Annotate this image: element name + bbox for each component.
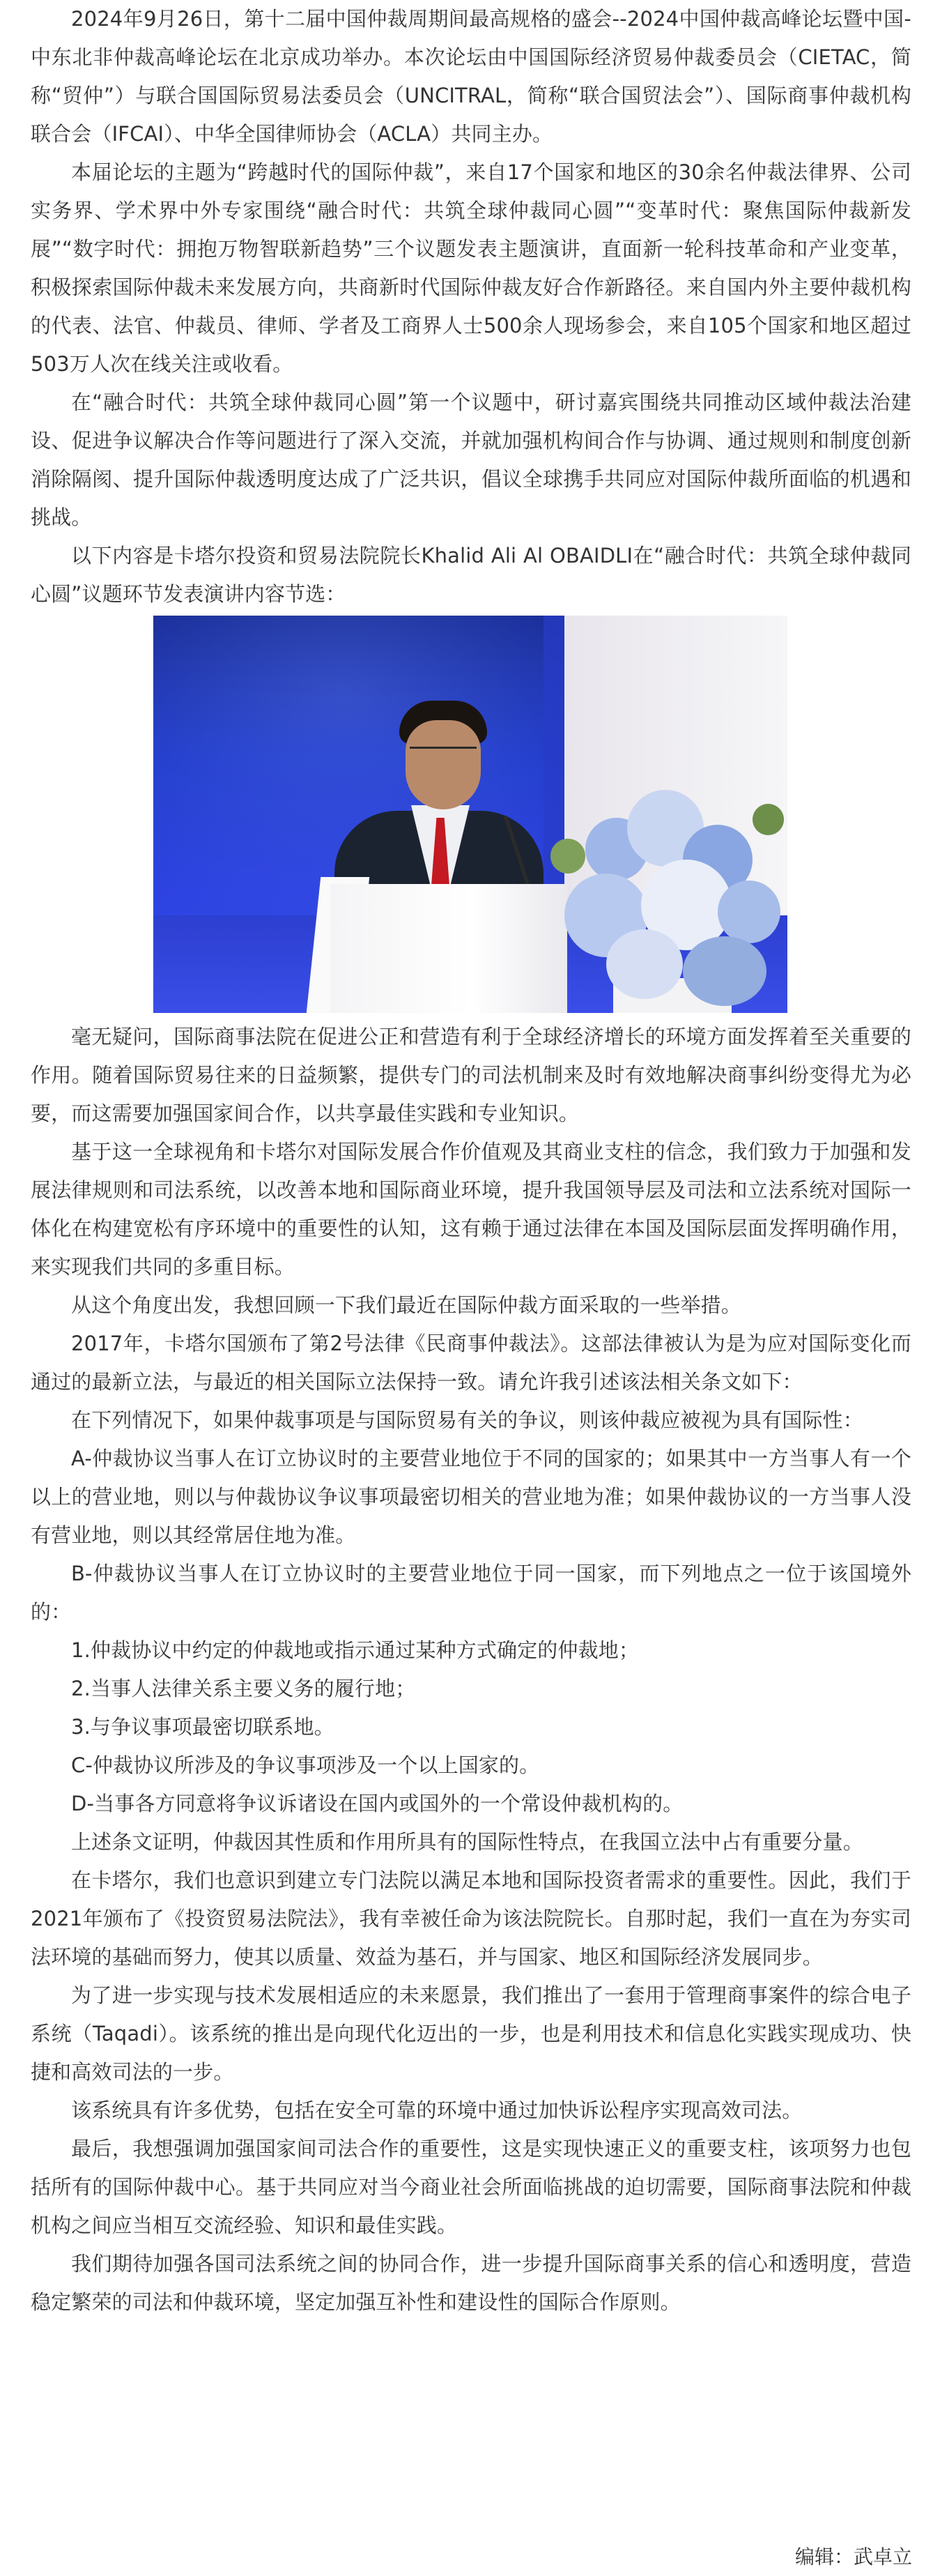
paragraph: 毫无疑问，国际商事法院在促进公正和营造有利于全球经济增长的环境方面发挥着至关重要的作用。随着国际贸易往来的日益频繁，提供专门的司法机制来及时有效地解决商事纠纷变得尤为必要，而这需要加强国家间合作，以共享最佳实践和专业知识。 — [31, 1025, 911, 1125]
article-body — [31, 0, 911, 2322]
paragraph: C-仲裁协议所涉及的争议事项涉及一个以上国家的。 — [71, 1753, 540, 1777]
paragraph: D-当事各方同意将争议诉诸设在国内或国外的一个常设仲裁机构的。 — [71, 1792, 684, 1815]
editor-credit: 编辑：武卓立 — [794, 2545, 912, 2568]
paragraph: 我们期待加强各国司法系统之间的协同合作，进一步提升国际商事关系的信心和透明度，营造稳定繁荣的司法和仲裁环境，坚定加强互补性和建设性的国际合作原则。 — [31, 2252, 911, 2314]
paragraph: 上述条文证明，仲裁因其性质和作用所具有的国际性特点，在我国立法中占有重要分量。 — [71, 1830, 863, 1854]
paragraph: 为了进一步实现与技术发展相适应的未来愿景，我们推出了一套用于管理商事案件的综合电子系统（Taqadi）。该系统的推出是向现代化迈出的一步，也是利用技术和信息化实践实现成功、快捷和高效司法的一步。 — [31, 1983, 911, 2084]
paragraph: 1.仲裁协议中约定的仲裁地或指示通过某种方式确定的仲裁地； — [71, 1638, 640, 1662]
paragraph: 2.当事人法律关系主要义务的履行地； — [71, 1677, 416, 1700]
paragraph: 2024年9月26日，第十二届中国仲裁周期间最高规格的盛会--2024中国仲裁高峰论坛暨中国-中东北非仲裁高峰论坛在北京成功举办。本次论坛由中国国际经济贸易仲裁委员会（CIETAC，简称“贸仲”）与联合国国际贸易法委员会（UNCITRAL，简称“联合国贸法会”）、国际商事仲裁机构联合会（IFCAI）、中华全国律师协会（ACLA）共同主办。 — [31, 7, 911, 146]
paragraph: 在“融合时代：共筑全球仲裁同心圆”第一个议题中，研讨嘉宾围绕共同推动区域仲裁法治建设、促进争议解决合作等问题进行了深入交流，并就加强机构间合作与协调、通过规则和制度创新消除隔阂、提升国际仲裁透明度达成了广泛共识，倡议全球携手共同应对国际仲裁所面临的机遇和挑战。 — [31, 390, 911, 529]
paragraph: 3.与争议事项最密切联系地。 — [71, 1715, 334, 1739]
paragraph: 最后，我想强调加强国家间司法合作的重要性，这是实现快速正义的重要支柱，该项努力也包括所有的国际仲裁中心。基于共同应对当今商业社会所面临挑战的迫切需要，国际商事法院和仲裁机构之间应当相互交流经验、知识和最佳实践。 — [31, 2137, 911, 2237]
speaker-photo-container — [31, 616, 911, 1013]
paragraph: B-仲裁协议当事人在订立协议时的主要营业地位于同一国家，而下列地点之一位于该国境外的： — [31, 1562, 911, 1624]
paragraph: 在下列情况下，如果仲裁事项是与国际贸易有关的争议，则该仲裁应被视为具有国际性： — [71, 1408, 863, 1432]
paragraph: 以下内容是卡塔尔投资和贸易法院院长Khalid Ali Al OBAIDLI在“融合时代：共筑全球仲裁同心圆”议题环节发表演讲内容节选： — [31, 544, 911, 606]
paragraph: 在卡塔尔，我们也意识到建立专门法院以满足本地和国际投资者需求的重要性。因此，我们于2021年颁布了《投资贸易法院法》，我有幸被任命为该法院院长。自那时起，我们一直在为夯实司法环境的基础而努力，使其以质量、效益为基石，并与国家、地区和国际经济发展同步。 — [31, 1868, 911, 1969]
paragraph: 本届论坛的主题为“跨越时代的国际仲裁”，来自17个国家和地区的30余名仲裁法律界、公司实务界、学术界中外专家围绕“融合时代：共筑全球仲裁同心圆”“变革时代：聚焦国际仲裁新发展”“数字时代：拥抱万物智联新趋势”三个议题发表主题演讲，直面新一轮科技革命和产业变革，积极探索国际仲裁未来发展方向，共商新时代国际仲裁友好合作新路径。来自国内外主要仲裁机构的代表、法官、仲裁员、律师、学者及工商界人士500余人现场参会，来自105个国家和地区超过503万人次在线关注或收看。 — [31, 160, 911, 376]
paragraph: 该系统具有许多优势，包括在安全可靠的环境中通过加快诉讼程序实现高效司法。 — [71, 2098, 803, 2122]
speaker-photo[interactable] — [153, 616, 787, 1013]
paragraph: 基于这一全球视角和卡塔尔对国际发展合作价值观及其商业支柱的信念，我们致力于加强和发展法律规则和司法系统，以改善本地和国际商业环境，提升我国领导层及司法和立法系统对国际一体化在构建宽松有序环境中的重要性的认知，这有赖于通过法律在本国及国际层面发挥明确作用，来实现我们共同的多重目标。 — [31, 1140, 911, 1279]
paragraph: 2017年，卡塔尔国颁布了第2号法律《民商事仲裁法》。这部法律被认为是为应对国际变化而通过的最新立法，与最近的相关国际立法保持一致。请允许我引述该法相关条文如下： — [31, 1332, 911, 1394]
paragraph: 从这个角度出发，我想回顾一下我们最近在国际仲裁方面采取的一些举措。 — [71, 1293, 741, 1317]
paragraph: A-仲裁协议当事人在订立协议时的主要营业地位于不同的国家的；如果其中一方当事人有一个以上的营业地，则以与仲裁协议争议事项最密切相关的营业地为准；如果仲裁协议的一方当事人没有营业地，则以其经常居住地为准。 — [31, 1447, 911, 1547]
